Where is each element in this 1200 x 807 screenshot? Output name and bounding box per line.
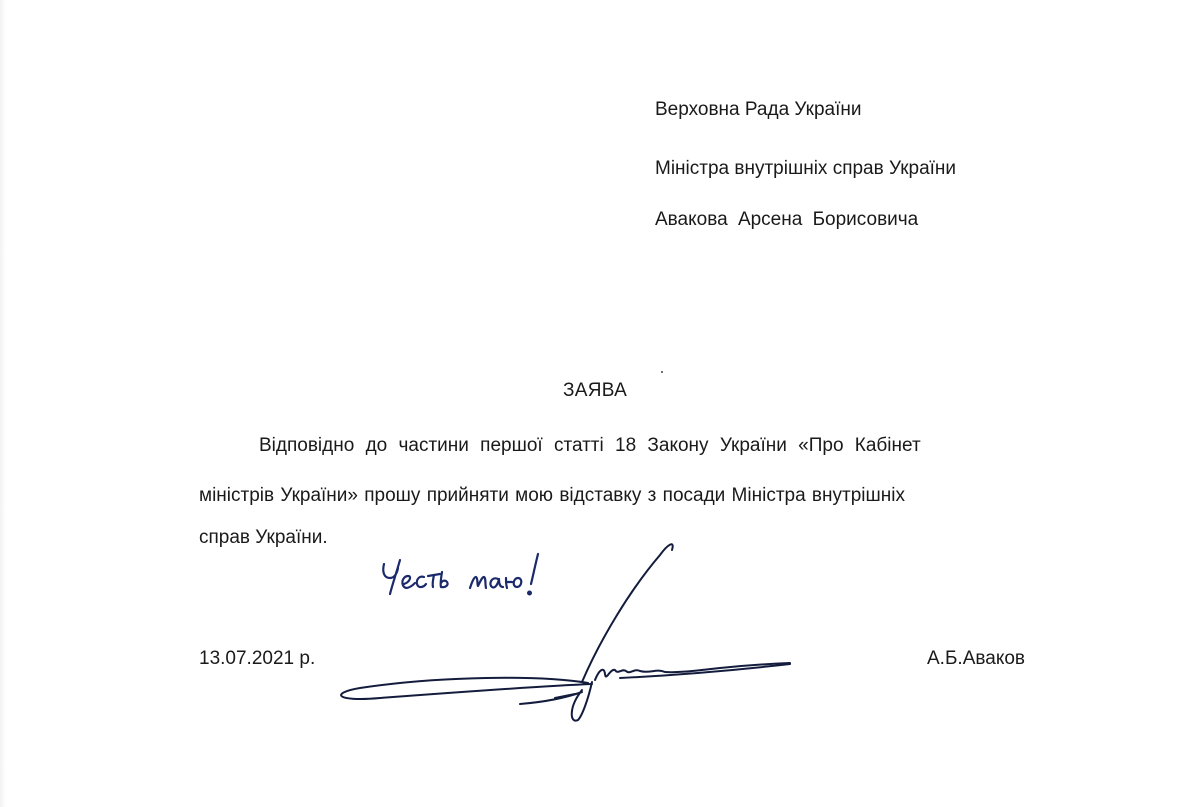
document-title: ЗАЯВА bbox=[563, 380, 628, 401]
body-line-2: міністрів України» прошу прийняти мою відставку з посади Міністра внутрішніх bbox=[199, 485, 905, 506]
scan-edge bbox=[0, 0, 6, 807]
signer-name: А.Б.Аваков bbox=[927, 648, 1026, 669]
addressee-line-name: Авакова Арсена Борисовича bbox=[655, 209, 919, 230]
document-date: 13.07.2021 р. bbox=[199, 648, 316, 669]
body-line-1: Відповідно до частини першої статті 18 Закону України «Про Кабінет bbox=[259, 435, 921, 456]
body-line-3: справ України. bbox=[199, 527, 328, 548]
addressee-line-parliament: Верховна Рада України bbox=[655, 99, 862, 120]
signature bbox=[320, 530, 820, 730]
scan-speck bbox=[661, 371, 663, 373]
addressee-line-position: Міністра внутрішніх справ України bbox=[655, 158, 957, 179]
